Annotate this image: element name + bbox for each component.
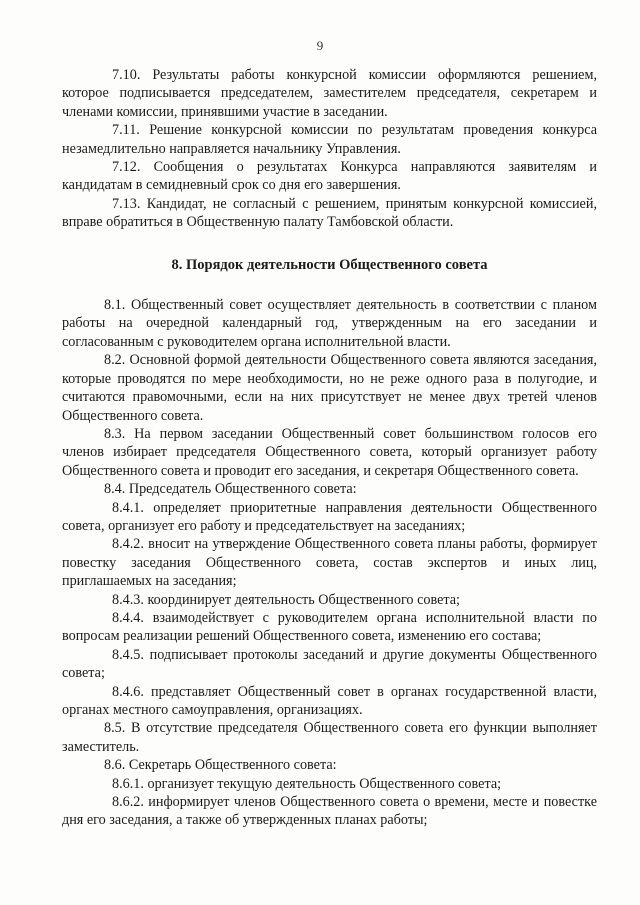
paragraph-8-4-4: 8.4.4. взаимодействует с руководителем органа исполнительной власти по вопросам реализации решений Общественного совета, изменению его состава; <box>62 609 597 645</box>
paragraph-8-4-6: 8.4.6. представляет Общественный совет в органах государственной власти, органах местного самоуправления, организациях. <box>62 683 597 718</box>
paragraph-7-13: 7.13. Кандидат, не согласный с решением, принятым конкурсной комиссией, вправе обратиться в Общественную палату Тамбовской области. <box>62 195 597 231</box>
paragraph-7-10: 7.10. Результаты работы конкурсной комиссии оформляются решением, которое подписывается председателем, заместителем председателя, секретарем и членами комиссии, принявшими участие в заседании. <box>62 67 597 120</box>
paragraph-7-12: 7.12. Сообщения о результатах Конкурса направляются заявителям и кандидатам в семидневный срок со дня его завершения. <box>62 159 597 194</box>
paragraph-8-6-1: 8.6.1. организует текущую деятельность Общественного совета; <box>112 775 502 792</box>
page-number: 9 <box>316 38 324 53</box>
document-body <box>62 66 597 830</box>
paragraph-8-2: 8.2. Основной формой деятельности Общественного совета являются заседания, которые проводятся по мере необходимости, но не реже одного раза в полугодие, и считаются правомочными, если на них присутствует не менее двух третей членов Общественного совета. <box>62 352 597 424</box>
paragraph-8-1: 8.1. Общественный совет осуществляет деятельность в соответствии с планом работы на очередной календарный год, утвержденным на его заседании и согласованным с руководителем органа исполнительной власти. <box>62 297 597 350</box>
paragraph-8-4-3: 8.4.3. координирует деятельность Общественного совета; <box>112 591 460 608</box>
paragraph-7-11: 7.11. Решение конкурсной комиссии по результатам проведения конкурса незамедлительно направляется начальнику Управления. <box>62 122 597 157</box>
paragraph-8-5: 8.5. В отсутствие председателя Общественного совета его функции выполняет заместитель. <box>62 720 597 755</box>
paragraph-8-4-2: 8.4.2. вносит на утверждение Общественного совета планы работы, формирует повестку заседания Общественного совета, состав экспертов и иных лиц, приглашаемых на заседания; <box>62 536 597 590</box>
paragraph-8-4-1: 8.4.1. определяет приоритетные направления деятельности Общественного совета, организует его работу и председательствует на заседаниях; <box>62 499 597 534</box>
paragraph-8-3: 8.3. На первом заседании Общественный совет большинством голосов его членов избирает председателя Общественного совета, который организует работу Общественного совета и проводит его заседания, и секретаря Общественного совета. <box>62 425 597 479</box>
paragraph-8-4: 8.4. Председатель Общественного совета: <box>104 481 357 498</box>
paragraph-8-6: 8.6. Секретарь Общественного совета: <box>104 757 337 774</box>
section-8-heading: 8. Порядок деятельности Общественного совета <box>171 256 488 273</box>
paragraph-8-4-5: 8.4.5. подписывает протоколы заседаний и другие документы Общественного совета; <box>62 646 597 682</box>
paragraph-8-6-2: 8.6.2. информирует членов Общественного совета о времени, месте и повестке дня его заседания, а также об утвержденных планах работы; <box>62 794 597 829</box>
